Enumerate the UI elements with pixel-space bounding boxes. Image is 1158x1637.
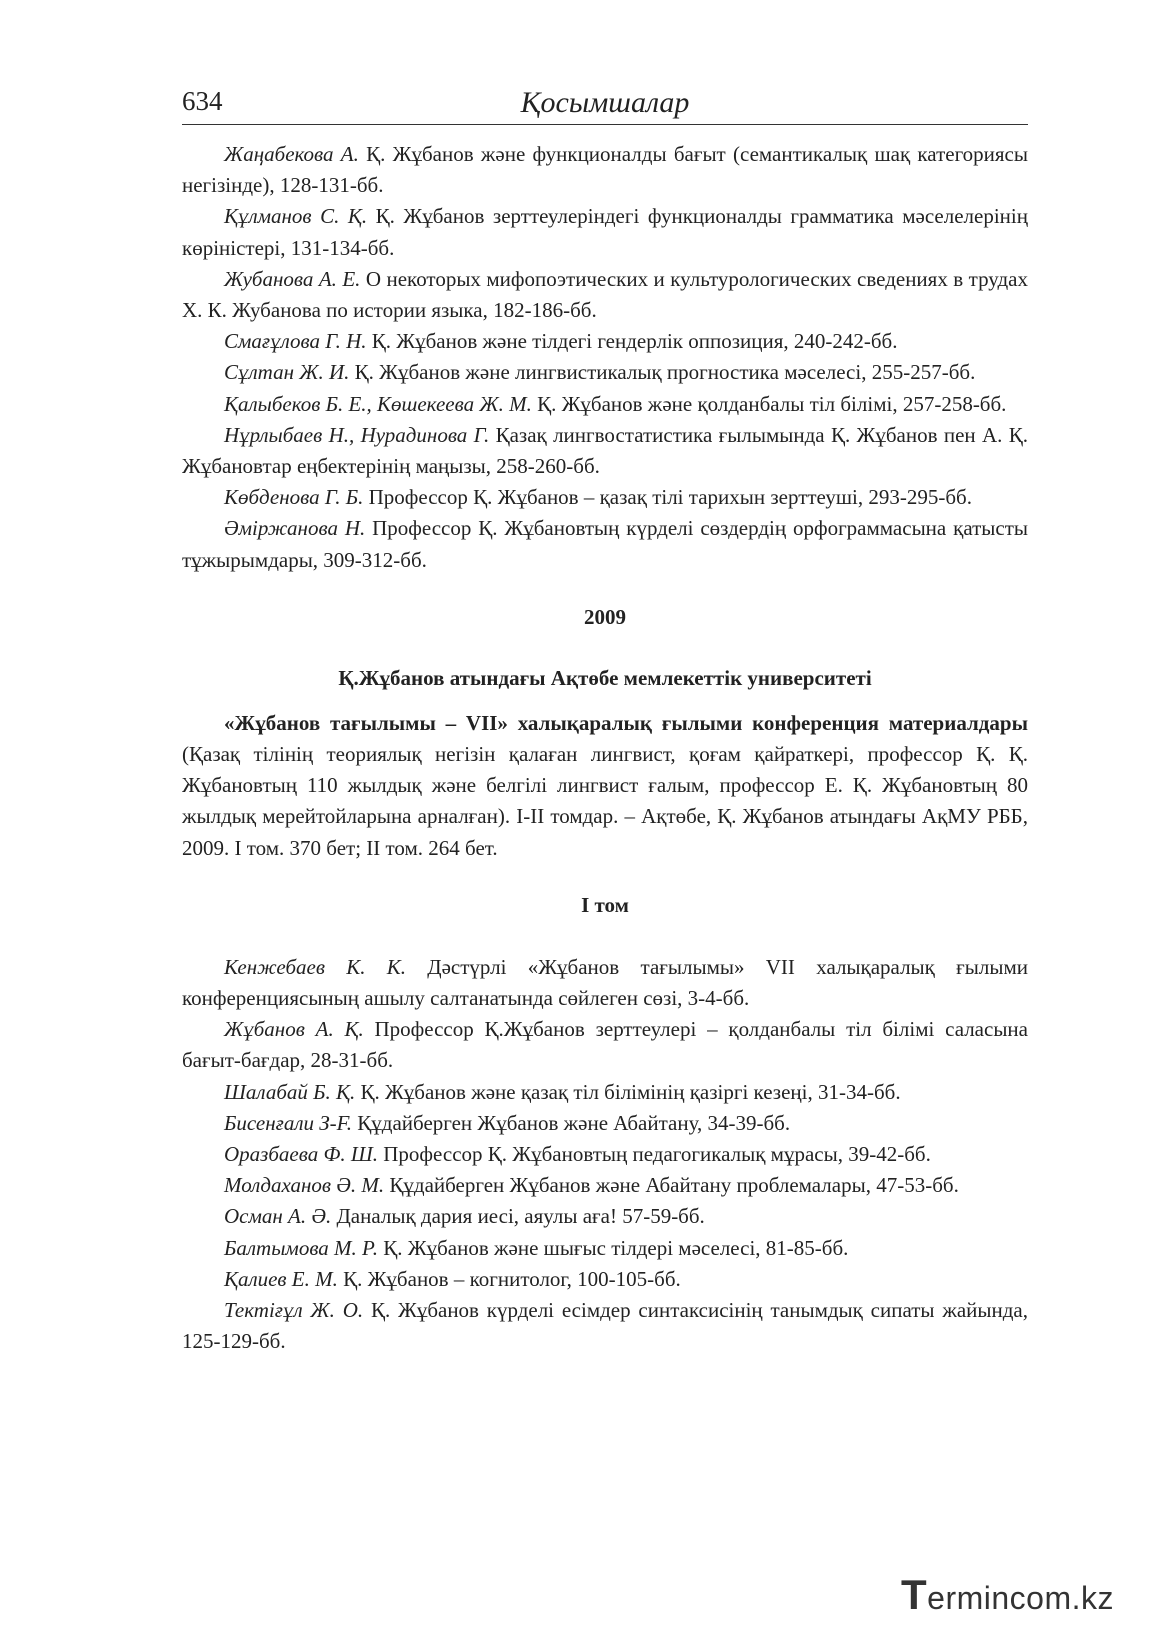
entry-author: Құлманов С. Қ. (224, 204, 368, 229)
entry-author: Шалабай Б. Қ. (224, 1079, 356, 1104)
entry-text: Құдайберген Жұбанов және Абайтану, 34-39-бб. (352, 1110, 791, 1135)
entry-author: Нұрлыбаев Н., Нурадинова Г. (224, 422, 490, 447)
list-item (182, 389, 1028, 420)
entry-author: Жаңабекова А. (224, 142, 359, 166)
list-item (182, 264, 1028, 326)
logo-tail: m.kz (1044, 1580, 1114, 1616)
list-item (182, 1233, 1028, 1264)
entry-author: Қалыбеков Б. Е., Көшекеева Ж. М. (224, 391, 532, 416)
entry-text: Қ. Жұбанов және тілдегі гендерлік оппозиция, 240-242-бб. (366, 329, 898, 354)
entry-author: Көбденова Г. Б. (224, 485, 364, 510)
list-item (182, 420, 1028, 482)
list-item (182, 1014, 1028, 1076)
list-item (182, 1295, 1028, 1357)
entry-author: Кенжебаев К. К. (224, 954, 406, 979)
entry-author: Жубанова А. Е. (224, 266, 361, 291)
page-header (182, 84, 1028, 125)
entry-text: Профессор Қ. Жұбанов – қазақ тілі тарихын зерттеуші, 293-295-бб. (363, 485, 972, 510)
list-item (182, 952, 1028, 1014)
list-item (182, 1139, 1028, 1170)
entries-top (182, 139, 1028, 576)
entry-text: Қ. Жұбанов және функционалды бағыт (семантикалық шақ категориясы негізінде), 128-131-бб. (182, 142, 1028, 198)
entry-text: Даналық дария иесі, аяулы аға! 57-59-бб. (331, 1204, 705, 1229)
entry-author: Жұбанов А. Қ. (224, 1017, 364, 1042)
publication-details: (Қазақ тілінің теориялық негізін қалаған лингвист, қоғам қайраткері, профессор Қ. Қ. Жұбановтың 110 жылдық және белгілі лингвист ғалым, профессор Е. Қ. Жұбановтың 80 жылдық мерейтойларына арналған). I-II томдар. – Ақтөбе, Қ. Жұбанов атындағы АқМУ РББ, 2009. I том. 370 бет; II том. 264 бет. (182, 742, 1028, 860)
list-item (182, 357, 1028, 388)
document-page (182, 84, 1028, 1358)
list-item (182, 1201, 1028, 1232)
logo-text: erminc (927, 1580, 1027, 1616)
entry-text: Дәстүрлі «Жұбанов тағылымы» VII халықаралық ғылыми конференциясының ашылу салтанатында сөйлеген сөзі, 3-4-бб. (182, 954, 1028, 1011)
entry-author: Осман А. Ә. (224, 1204, 332, 1229)
page-number: 634 (182, 86, 223, 116)
entry-text: Қ. Жұбанов – когнитолог, 100-105-бб. (337, 1266, 681, 1291)
entry-text: Қ. Жұбанов зерттеулеріндегі функционалды грамматика мәселелерінің көріністері, 131-134-бб. (182, 204, 1028, 260)
entry-author: Молдаханов Ә. М. (224, 1173, 385, 1198)
volume-heading: I том (581, 892, 629, 917)
list-item (182, 1170, 1028, 1201)
section-university: Қ.Жұбанов атындағы Ақтөбе мемлекеттік университеті (338, 665, 872, 690)
termincom-logo (901, 1571, 1114, 1619)
entry-text: Қ. Жұбанов күрделі есімдер синтаксисінің танымдық сипаты жайында, 125-129-бб. (182, 1298, 1028, 1354)
entry-author: Әміржанова Н. (224, 516, 366, 541)
entry-text: Қ. Жұбанов және қолданбалы тіл білімі, 257-258-бб. (531, 391, 1007, 416)
section-year: 2009 (584, 604, 626, 629)
list-item (182, 326, 1028, 357)
entry-text: Қазақ лингвостатистика ғылымында Қ. Жұбанов пен А. Қ. Жұбановтар еңбектерінің маңызы, 258-260-бб. (182, 422, 1029, 479)
entry-author: Сұлтан Ж. И. (224, 360, 350, 385)
entry-text: Профессор Қ. Жұбановтың күрделі сөздердің орфограммасына қатысты тұжырымдары, 309-312-бб. (182, 516, 1028, 572)
entry-author: Қалиев Е. М. (224, 1266, 338, 1291)
list-item (182, 201, 1028, 263)
list-item (182, 1264, 1028, 1295)
running-title: Қосымшалар (520, 86, 690, 119)
publication-description (182, 708, 1028, 864)
entry-author: Бисенғали З-F. (224, 1110, 353, 1135)
logo-first-letter: T (900, 1571, 928, 1618)
entry-author: Тектіғұл Ж. О. (224, 1298, 364, 1323)
logo-o-letter: o (1026, 1580, 1045, 1616)
entry-text: Профессор Қ. Жұбановтың педагогикалық мұрасы, 39-42-бб. (378, 1142, 931, 1167)
entry-text: Қ. Жұбанов және шығыс тілдері мәселесі, 81-85-бб. (378, 1235, 849, 1260)
entry-text: Профессор Қ.Жұбанов зерттеулері – қолданбалы тіл білімі саласына бағыт-бағдар, 28-31-бб. (182, 1017, 1028, 1073)
list-item (182, 482, 1028, 513)
entries-bottom (182, 952, 1028, 1358)
list-item (182, 513, 1028, 575)
publication-title: «Жұбанов тағылымы – VII» халықаралық ғылыми конференция материалдары (224, 710, 1028, 735)
list-item (182, 1108, 1028, 1139)
entry-author: Балтымова М. Р. (224, 1235, 379, 1260)
entry-author: Оразбаева Ф. Ш. (224, 1142, 379, 1167)
entry-text: Құдайберген Жұбанов және Абайтану проблемалары, 47-53-бб. (384, 1173, 959, 1198)
entry-author: Смағұлова Г. Н. (224, 329, 367, 354)
entry-text: Қ. Жұбанов және қазақ тіл білімінің қазіргі кезеңі, 31-34-бб. (355, 1079, 901, 1104)
entry-text: О некоторых мифопоэтических и культурологических сведениях в трудах Х. К. Жубанова по истории языка, 182-186-бб. (182, 266, 1028, 323)
list-item (182, 139, 1028, 201)
list-item (182, 1077, 1028, 1108)
entry-text: Қ. Жұбанов және лингвистикалық прогностика мәселесі, 255-257-бб. (349, 360, 976, 385)
